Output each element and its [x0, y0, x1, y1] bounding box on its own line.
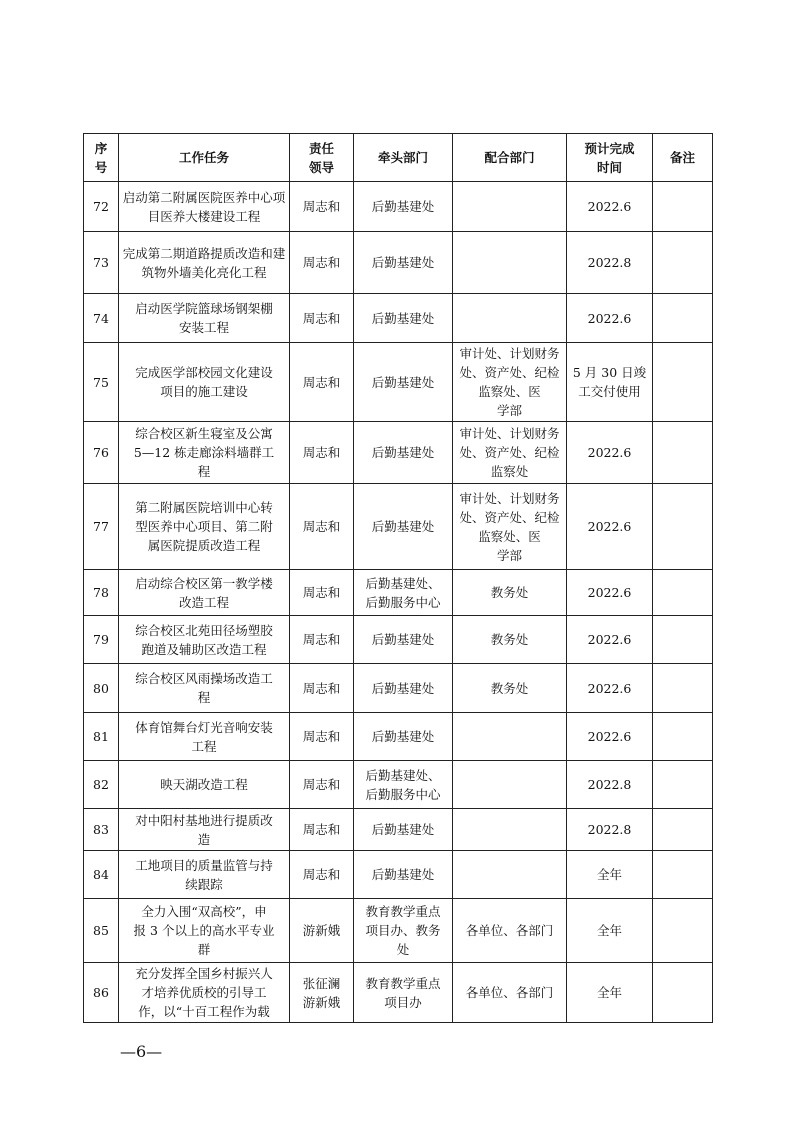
due-cell: 全年 — [567, 899, 653, 963]
task-cell: 工地项目的质量监管与持 续跟踪 — [119, 851, 290, 899]
note-cell — [653, 294, 713, 343]
row-number: 74 — [84, 294, 119, 343]
due-cell: 2022.8 — [567, 232, 653, 294]
due-cell: 2022.8 — [567, 761, 653, 809]
row-number: 75 — [84, 343, 119, 422]
lead-dept-cell: 后勤基建处 — [354, 182, 453, 232]
header-lead-dept: 牵头部门 — [354, 134, 453, 182]
table-row — [84, 851, 713, 899]
table-row — [84, 899, 713, 963]
row-number: 85 — [84, 899, 119, 963]
row-number: 81 — [84, 713, 119, 761]
due-cell: 全年 — [567, 963, 653, 1023]
coop-dept-cell — [453, 182, 567, 232]
table-row — [84, 963, 713, 1023]
lead-dept-cell: 后勤基建处、 后勤服务中心 — [354, 570, 453, 616]
coop-dept-cell — [453, 713, 567, 761]
coop-dept-cell: 各单位、各部门 — [453, 899, 567, 963]
coop-dept-cell: 审计处、计划财务处、资产处、纪检监察处、医 学部 — [453, 343, 567, 422]
task-cell: 启动医学院篮球场钢架棚 安装工程 — [119, 294, 290, 343]
due-cell: 2022.6 — [567, 182, 653, 232]
coop-dept-cell: 各单位、各部门 — [453, 963, 567, 1023]
due-cell: 2022.6 — [567, 422, 653, 484]
lead-dept-cell: 后勤基建处 — [354, 713, 453, 761]
lead-dept-cell: 教育教学重点 项目办、教务 处 — [354, 899, 453, 963]
leader-cell: 周志和 — [290, 664, 354, 713]
due-cell: 2022.6 — [567, 713, 653, 761]
leader-cell: 游新娥 — [290, 899, 354, 963]
note-cell — [653, 570, 713, 616]
task-cell: 映天湖改造工程 — [119, 761, 290, 809]
task-cell: 充分发挥全国乡村振兴人 才培养优质校的引导工 作，以“十百工程作为载 — [119, 963, 290, 1023]
task-cell: 启动第二附属医院医养中心项目医养大楼建设工程 — [119, 182, 290, 232]
leader-cell: 周志和 — [290, 422, 354, 484]
task-cell: 对中阳村基地进行提质改 造 — [119, 809, 290, 851]
leader-cell: 周志和 — [290, 851, 354, 899]
task-cell: 综合校区新生寝室及公寓 5—12 栋走廊涂料墙群工 程 — [119, 422, 290, 484]
note-cell — [653, 713, 713, 761]
table-row — [84, 182, 713, 232]
table-row — [84, 422, 713, 484]
table-row — [84, 713, 713, 761]
row-number: 72 — [84, 182, 119, 232]
leader-cell: 张征澜 游新娥 — [290, 963, 354, 1023]
task-cell: 全力入围“双高校”，申 报 3 个以上的高水平专业 群 — [119, 899, 290, 963]
lead-dept-cell: 后勤基建处 — [354, 294, 453, 343]
note-cell — [653, 182, 713, 232]
lead-dept-cell: 后勤基建处 — [354, 484, 453, 570]
coop-dept-cell — [453, 761, 567, 809]
row-number: 86 — [84, 963, 119, 1023]
coop-dept-cell: 审计处、计划财务处、资产处、纪检监察处 — [453, 422, 567, 484]
table-row — [84, 294, 713, 343]
table-header-row — [84, 134, 713, 182]
header-note: 备注 — [653, 134, 713, 182]
coop-dept-cell — [453, 294, 567, 343]
task-cell: 启动综合校区第一教学楼 改造工程 — [119, 570, 290, 616]
row-number: 76 — [84, 422, 119, 484]
note-cell — [653, 616, 713, 664]
header-no: 序 号 — [84, 134, 119, 182]
row-number: 79 — [84, 616, 119, 664]
coop-dept-cell: 教务处 — [453, 664, 567, 713]
lead-dept-cell: 后勤基建处 — [354, 809, 453, 851]
row-number: 80 — [84, 664, 119, 713]
task-cell: 综合校区北苑田径场塑胶 跑道及辅助区改造工程 — [119, 616, 290, 664]
leader-cell: 周志和 — [290, 484, 354, 570]
leader-cell: 周志和 — [290, 343, 354, 422]
row-number: 84 — [84, 851, 119, 899]
coop-dept-cell: 教务处 — [453, 570, 567, 616]
note-cell — [653, 809, 713, 851]
task-cell: 综合校区风雨操场改造工 程 — [119, 664, 290, 713]
lead-dept-cell: 后勤基建处 — [354, 616, 453, 664]
note-cell — [653, 963, 713, 1023]
table-row — [84, 570, 713, 616]
lead-dept-cell: 后勤基建处 — [354, 851, 453, 899]
task-cell: 体育馆舞台灯光音响安装 工程 — [119, 713, 290, 761]
table-row — [84, 343, 713, 422]
table-row — [84, 809, 713, 851]
table-row — [84, 616, 713, 664]
lead-dept-cell: 后勤基建处 — [354, 232, 453, 294]
leader-cell: 周志和 — [290, 761, 354, 809]
row-number: 73 — [84, 232, 119, 294]
row-number: 77 — [84, 484, 119, 570]
leader-cell: 周志和 — [290, 294, 354, 343]
leader-cell: 周志和 — [290, 570, 354, 616]
coop-dept-cell: 教务处 — [453, 616, 567, 664]
row-number: 78 — [84, 570, 119, 616]
leader-cell: 周志和 — [290, 616, 354, 664]
due-cell: 2022.6 — [567, 484, 653, 570]
table-row — [84, 664, 713, 713]
lead-dept-cell: 后勤基建处 — [354, 422, 453, 484]
table-row — [84, 232, 713, 294]
note-cell — [653, 232, 713, 294]
coop-dept-cell: 审计处、计划财务处、资产处、纪检监察处、医 学部 — [453, 484, 567, 570]
task-cell: 完成医学部校园文化建设 项目的施工建设 — [119, 343, 290, 422]
due-cell: 2022.6 — [567, 664, 653, 713]
note-cell — [653, 484, 713, 570]
due-cell: 2022.6 — [567, 616, 653, 664]
note-cell — [653, 899, 713, 963]
leader-cell: 周志和 — [290, 182, 354, 232]
row-number: 83 — [84, 809, 119, 851]
table-row — [84, 484, 713, 570]
coop-dept-cell — [453, 232, 567, 294]
table-row — [84, 761, 713, 809]
lead-dept-cell: 后勤基建处 — [354, 343, 453, 422]
page-number: —6— — [120, 1042, 163, 1061]
due-cell: 5 月 30 日竣 工交付使用 — [567, 343, 653, 422]
note-cell — [653, 343, 713, 422]
due-cell: 2022.6 — [567, 570, 653, 616]
task-cell: 第二附属医院培训中心转 型医养中心项目、第二附 属医院提质改造工程 — [119, 484, 290, 570]
note-cell — [653, 422, 713, 484]
coop-dept-cell — [453, 809, 567, 851]
lead-dept-cell: 教育教学重点 项目办 — [354, 963, 453, 1023]
header-task: 工作任务 — [119, 134, 290, 182]
leader-cell: 周志和 — [290, 809, 354, 851]
due-cell: 2022.6 — [567, 294, 653, 343]
lead-dept-cell: 后勤基建处 — [354, 664, 453, 713]
note-cell — [653, 851, 713, 899]
header-due: 预计完成 时间 — [567, 134, 653, 182]
row-number: 82 — [84, 761, 119, 809]
note-cell — [653, 761, 713, 809]
header-coop-dept: 配合部门 — [453, 134, 567, 182]
due-cell: 全年 — [567, 851, 653, 899]
leader-cell: 周志和 — [290, 713, 354, 761]
lead-dept-cell: 后勤基建处、 后勤服务中心 — [354, 761, 453, 809]
header-leader: 责任 领导 — [290, 134, 354, 182]
task-table — [83, 133, 713, 1023]
due-cell: 2022.8 — [567, 809, 653, 851]
note-cell — [653, 664, 713, 713]
leader-cell: 周志和 — [290, 232, 354, 294]
task-cell: 完成第二期道路提质改造和建筑物外墙美化亮化工程 — [119, 232, 290, 294]
coop-dept-cell — [453, 851, 567, 899]
